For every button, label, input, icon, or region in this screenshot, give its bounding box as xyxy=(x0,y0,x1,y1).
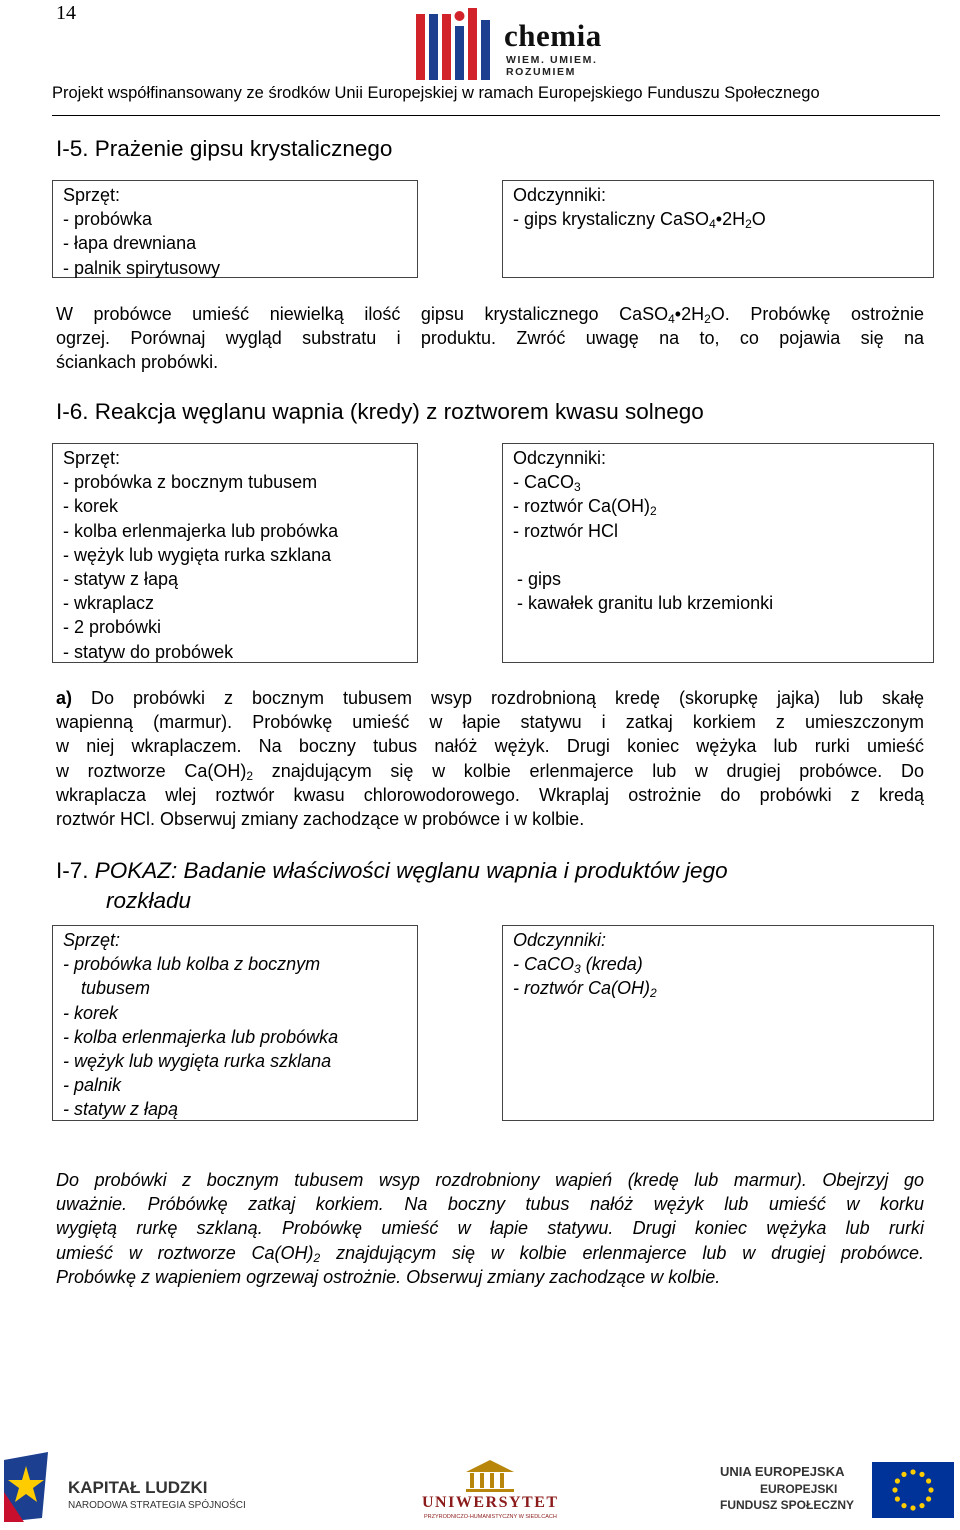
reagent-item: - roztwór HCl xyxy=(513,520,619,541)
paragraph-line: ściankach probówki. xyxy=(56,352,219,373)
eu-star xyxy=(901,1503,906,1508)
reagent-item: - gips xyxy=(517,568,562,589)
university-logo xyxy=(420,1460,560,1524)
equipment-item: - probówka xyxy=(63,209,153,230)
equipment-item: - łapa drewniana xyxy=(63,233,197,254)
equipment-box-i7 xyxy=(52,925,418,1121)
paragraph-line: W probówce umieść niewielką ilość gipsu krystalicznego $CaSO_4•2H_2O$. Probówkę ostrożnie xyxy=(56,304,924,326)
paragraph-line: w roztworze $Ca(OH)_2$ znajdującym się w kolbie erlenmajerce lub w drugiej probówce. Do xyxy=(56,760,924,783)
section-title-i6: I-6. Reakcja węglanu wapnia (kredy) z roztworem kwasu solnego xyxy=(56,399,704,424)
equipment-heading: Sprzęt: xyxy=(63,185,121,205)
page-number: 14 xyxy=(56,2,76,24)
reagent-item: - gips krystaliczny $CaSO_4•2H_2O$ xyxy=(513,209,766,232)
eu-line-2: EUROPEJSKI xyxy=(760,1482,838,1496)
equipment-item: - palnik xyxy=(63,1075,122,1096)
reagents-heading: Odczynniki: xyxy=(513,930,607,950)
paragraph-line: wygiętą rurkę szklaną. Probówkę umieść w łapie statywu. Drugi koniec wężyka lub rurki xyxy=(56,1218,924,1239)
equipment-item: tubusem xyxy=(81,978,151,999)
equipment-item: - probówka lub kolba z bocznym xyxy=(63,954,321,975)
eu-line-3: FUNDUSZ SPOŁECZNY xyxy=(720,1498,855,1512)
reagent-item: - CaCO$_3$ xyxy=(513,472,581,495)
kl-subtitle: NARODOWA STRATEGIA SPÓJNOŚCI xyxy=(68,1500,246,1511)
equipment-heading: Sprzęt: xyxy=(63,448,121,468)
equipment-item: - kolba erlenmajerka lub probówka xyxy=(63,520,339,541)
equipment-heading: Sprzęt: xyxy=(63,930,121,950)
reagents-heading: Odczynniki: xyxy=(513,448,607,468)
paragraph-line: wkraplacza wlej roztwór kwasu chlorowodorowego. Wkraplaj ostrożnie do probówki z kredą xyxy=(56,784,924,805)
equipment-item: - kolba erlenmajerka lub probówka xyxy=(63,1026,339,1047)
reagents-box-i7 xyxy=(502,925,934,1121)
kl-star-icon xyxy=(4,1452,54,1522)
eu-star xyxy=(895,1496,900,1501)
university-subtitle: PRZYRODNICZO-HUMANISTYCZNY W SIEDLCACH xyxy=(424,1514,557,1520)
logo-word: chemia xyxy=(504,18,602,53)
eu-star xyxy=(926,1478,931,1483)
paragraph-line: ogrzej. Porównaj wygląd substratu i produktu. Zwróć uwagę na to, co pojawia się na xyxy=(56,328,924,349)
reagent-item: - kawałek granitu lub krzemionki xyxy=(517,593,774,614)
paragraph-line: w niej wkraplaczem. Na boczny tubus nałóż wężyk. Drugi koniec wężyka lub rurki umieść xyxy=(56,736,924,757)
eu-line-1: UNIA EUROPEJSKA xyxy=(720,1464,845,1479)
eu-star xyxy=(919,1472,924,1477)
equipment-item: - wężyk lub wygięta rurka szklana xyxy=(63,544,332,565)
kapital-ludzki-logo xyxy=(4,1452,264,1522)
section-title-i7: I-7. POKAZ: Badanie właściwości węglanu wapnia i produktów jego rozkładu xyxy=(56,858,728,913)
header-divider xyxy=(52,115,940,116)
section-title-i5: I-5. Prażenie gipsu krystalicznego xyxy=(56,136,393,161)
reagents-heading: Odczynniki: xyxy=(513,185,607,205)
paragraph-line: wapienną (marmur). Probówkę umieść w łapie statywu i zatkaj korkiem z umieszczonym xyxy=(56,712,924,733)
paragraph-line: Do probówki z bocznym tubusem wsyp rozdrobniony wapień (kredę lub marmur). Obejrzyj go xyxy=(56,1170,924,1190)
paragraph-line: uważnie. Próbówkę zatkaj korkiem. Na boczny tubus nałóż wężyk lub umieść w korku xyxy=(56,1194,924,1215)
equipment-item: - korek xyxy=(63,1002,119,1023)
project-line: Projekt współfinansowany ze środków Unii Europejskiej w ramach Europejskiego Funduszu Społecznego xyxy=(52,84,820,102)
logo-tagline: WIEM. UMIEM. ROZUMIEM xyxy=(506,54,598,78)
reagents-box-i5 xyxy=(502,180,934,278)
university-building-icon xyxy=(464,1460,516,1492)
eu-star xyxy=(928,1487,933,1492)
equipment-item: - wkraplacz xyxy=(63,593,155,614)
equipment-box-i6 xyxy=(52,443,418,663)
paragraph-i5 xyxy=(56,302,924,375)
eu-star xyxy=(910,1505,915,1510)
paragraph-line: Probówkę z wapieniem ogrzewaj ostrożnie. Obserwuj zmiany zachodzące w kolbie. xyxy=(56,1266,721,1287)
equipment-item: - statyw z łapą xyxy=(63,569,179,590)
reagents-box-i6 xyxy=(502,443,934,663)
equipment-item: - korek xyxy=(63,496,119,517)
reagent-item: - CaCO$_3$ (kreda) xyxy=(513,954,643,977)
equipment-item: - 2 probówki xyxy=(63,617,162,638)
equipment-item: - wężyk lub wygięta rurka szklana xyxy=(63,1051,332,1072)
equipment-item: - probówka z bocznym tubusem xyxy=(63,472,318,493)
chemia-logo xyxy=(414,6,629,82)
eu-flag-icon xyxy=(872,1462,954,1518)
logo-bars-icon xyxy=(414,6,498,82)
paragraph-i7 xyxy=(56,1168,924,1289)
equipment-item: - statyw z łapą xyxy=(63,1099,179,1120)
eu-star xyxy=(910,1469,915,1474)
reagent-item: - roztwór $Ca(OH)_2$ xyxy=(513,978,657,1001)
eu-star xyxy=(919,1503,924,1508)
equipment-item: - statyw do probówek xyxy=(63,641,234,662)
reagent-item: - roztwór $Ca(OH)_2$ xyxy=(513,496,657,519)
university-name: UNIWERSYTET xyxy=(422,1494,559,1511)
eu-logo xyxy=(720,1462,956,1524)
eu-star xyxy=(901,1472,906,1477)
eu-star xyxy=(926,1496,931,1501)
eu-star xyxy=(895,1478,900,1483)
paragraph-line: umieść w roztworze $Ca(OH)_2$ znajdującym się w kolbie erlenmajerce lub w drugiej probówce. xyxy=(56,1242,924,1265)
paragraph-line: a) Do probówki z bocznym tubusem wsyp rozdrobnioną kredę (skorupkę jajka) lub skałę xyxy=(56,688,924,708)
paragraph-line: roztwór HCl. Obserwuj zmiany zachodzące w probówce i w kolbie. xyxy=(56,809,585,830)
eu-star xyxy=(892,1487,897,1492)
equipment-box-i5 xyxy=(52,180,418,278)
kl-title: KAPITAŁ LUDZKI xyxy=(68,1478,208,1497)
paragraph-i6 xyxy=(56,686,924,831)
equipment-item: - palnik spirytusowy xyxy=(63,257,221,278)
